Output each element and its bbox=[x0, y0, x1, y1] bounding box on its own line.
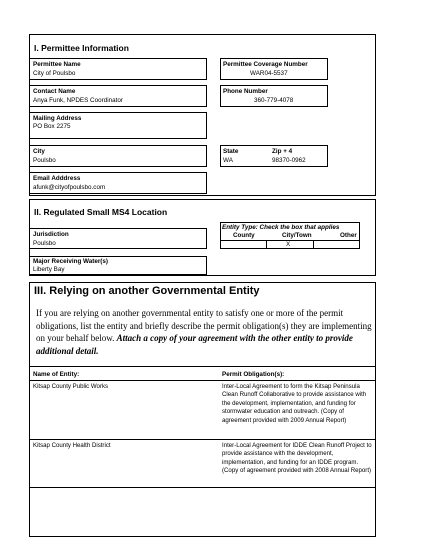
entity-type-caption: Entity Type: Check the box that applies bbox=[222, 224, 340, 231]
table-row-1-obligation: Inter-Local Agreement to form the Kitsap Peninsula Clean Runoff Collaborative to provide assistance with the development, implementation, and funding for stormwater education and outreach. (Copy of agreement provided with 2009 Annual Report) bbox=[222, 383, 367, 424]
state-value: WA bbox=[223, 157, 233, 164]
state-label: State bbox=[223, 148, 239, 155]
instructions-text: If you are relying on another governmental entity to satisfy one or more of the permit obligations, list the entity and briefly describe the permit obligation(s) they are implementing on your behalf below. bbox=[36, 308, 372, 343]
mailing-address-label: Mailing Address bbox=[33, 115, 82, 122]
table-row-2-entity: Kitsap County Health District bbox=[33, 442, 111, 449]
entity-type-county: County bbox=[233, 232, 255, 239]
email-value: afunk@cityofpoulsbo.com bbox=[33, 184, 106, 191]
phone-number-value: 360-779-4078 bbox=[254, 97, 294, 104]
contact-name-label: Contact Name bbox=[33, 88, 76, 95]
table-top-rule bbox=[29, 366, 376, 367]
entity-type-other: Other bbox=[340, 232, 357, 239]
receiving-waters-label: Major Receiving Water(s) bbox=[33, 258, 108, 265]
coverage-number-label: Permittee Coverage Number bbox=[223, 61, 308, 68]
phone-number-label: Phone Number bbox=[223, 88, 268, 95]
section-1-heading: I. Permittee Information bbox=[34, 43, 129, 53]
col-obligation-header: Permit Obligation(s): bbox=[222, 371, 285, 378]
email-label: Email Adddress bbox=[33, 175, 81, 182]
table-row-rule bbox=[29, 439, 376, 440]
receiving-waters-value: Liberty Bay bbox=[33, 266, 65, 273]
coverage-number-value: WAR04-5537 bbox=[250, 70, 288, 77]
table-row-2-obligation: Inter-Local Agreement for IDDE Clean Runoff Project to provide assistance with the development, implementation, and funding for an IDDE program. (Copy of agreement provided with 2008 Annual Report) bbox=[222, 442, 372, 475]
county-checkbox[interactable] bbox=[220, 240, 266, 249]
permittee-name-label: Permittee Name bbox=[33, 61, 81, 68]
instructions-emphasis: Attach a copy of your agreement with the other entity to provide additional detail. bbox=[36, 333, 353, 356]
city-label: City bbox=[33, 148, 45, 155]
section-3-instructions bbox=[36, 307, 376, 357]
other-checkbox[interactable] bbox=[314, 240, 360, 249]
section-2-heading: II. Regulated Small MS4 Location bbox=[34, 207, 168, 217]
entity-type-city-town: City/Town bbox=[282, 232, 312, 239]
permittee-name-value: City of Poulsbo bbox=[33, 70, 76, 77]
table-row-1-entity: Kitsap County Public Works bbox=[33, 383, 109, 390]
city-value: Poulsbo bbox=[33, 157, 56, 164]
city-town-check-mark: X bbox=[286, 241, 291, 248]
table-header-rule bbox=[29, 380, 376, 381]
contact-name-value: Anya Funk, NPDES Coordinator bbox=[33, 97, 123, 104]
mailing-address-value: PO Box 2275 bbox=[33, 123, 71, 130]
section-3-heading: III. Relying on another Governmental Entity bbox=[34, 285, 260, 297]
zip-label: Zip + 4 bbox=[272, 148, 293, 155]
table-bottom-rule bbox=[29, 487, 376, 488]
col-entity-header: Name of Entity: bbox=[33, 371, 80, 378]
zip-value: 98370-0962 bbox=[272, 157, 306, 164]
jurisdiction-label: Jurisdiction bbox=[33, 231, 69, 238]
jurisdiction-value: Poulsbo bbox=[33, 240, 56, 247]
